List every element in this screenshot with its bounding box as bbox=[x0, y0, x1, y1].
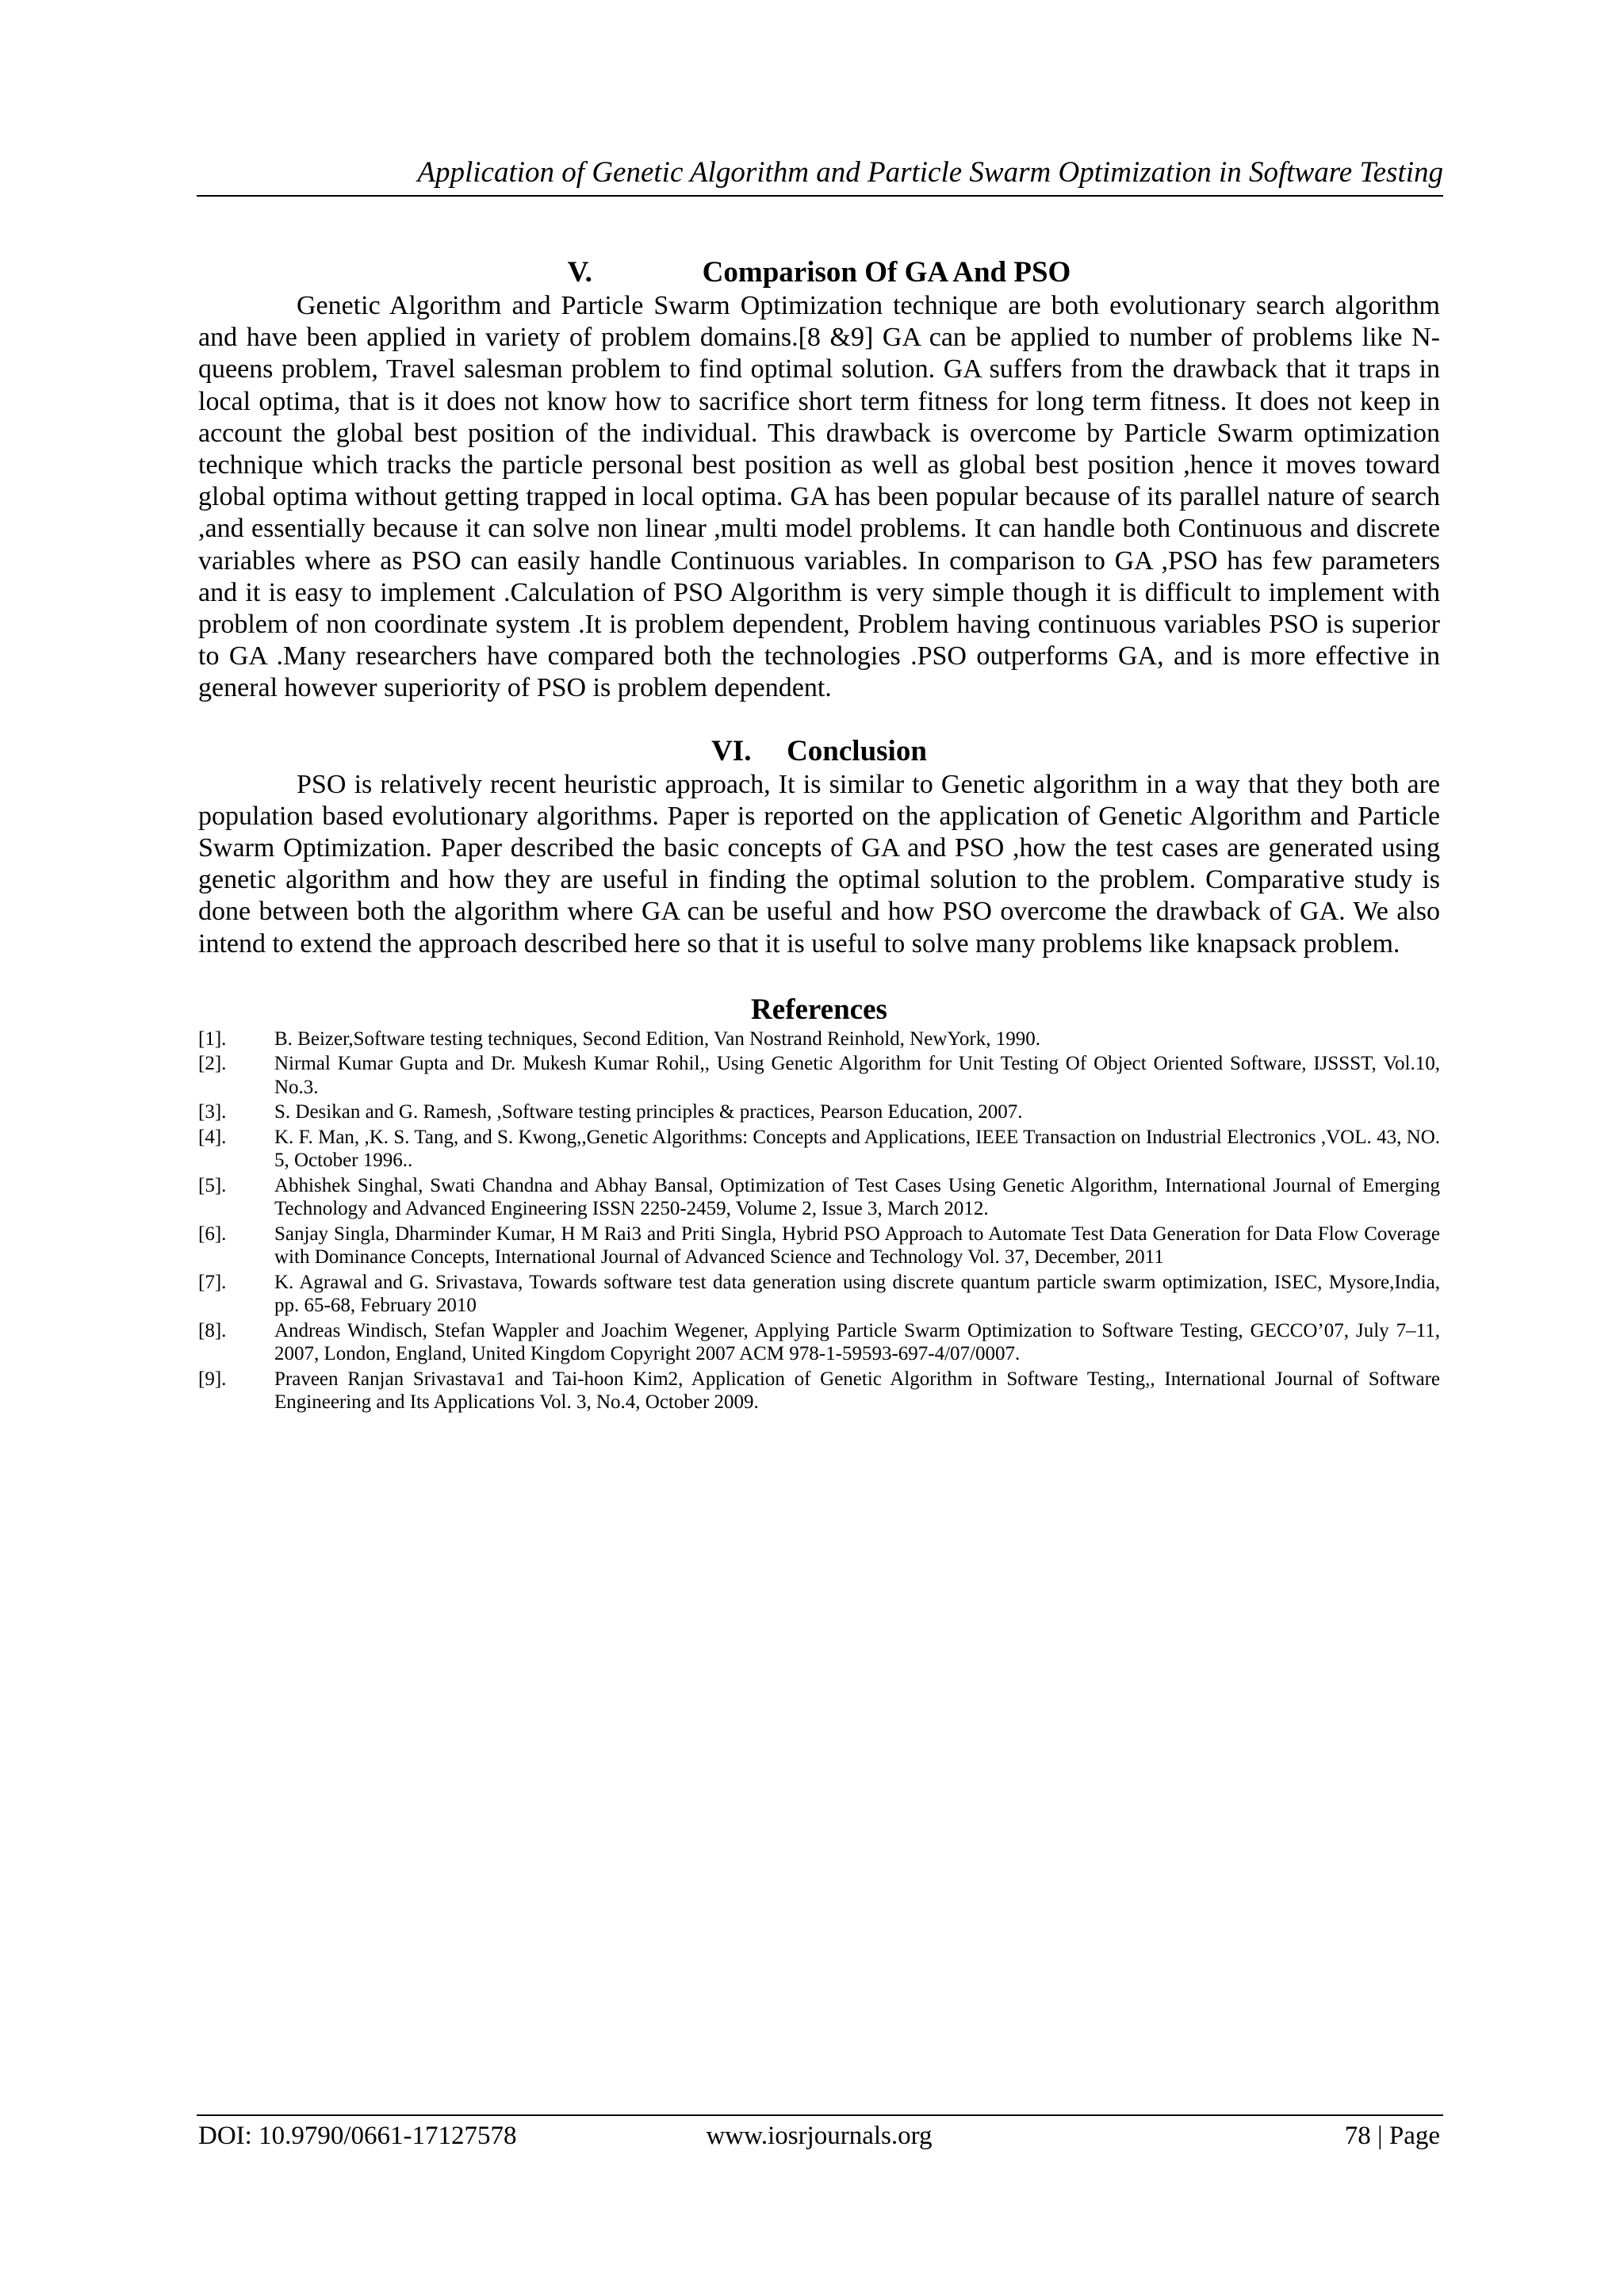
reference-list bbox=[198, 1027, 1440, 1414]
reference-item bbox=[198, 1174, 1440, 1221]
reference-item bbox=[198, 1027, 1440, 1051]
footer-page-number: 78 | Page bbox=[1344, 2122, 1440, 2150]
reference-number: [1]. bbox=[198, 1027, 227, 1050]
reference-number: [8]. bbox=[198, 1319, 227, 1341]
reference-number: [4]. bbox=[198, 1126, 227, 1148]
reference-text: K. F. Man, ,K. S. Tang, and S. Kwong,,Genetic Algorithms: Concepts and Applications, IEEE Transaction on Industrial Electronics ,VOL. 43, NO. 5, October 1996.. bbox=[274, 1126, 1440, 1172]
section-heading-conclusion bbox=[198, 734, 1440, 769]
reference-text: S. Desikan and G. Ramesh, ,Software testing principles & practices, Pearson Education, 2007. bbox=[274, 1101, 1023, 1123]
section-title: Comparison Of GA And PSO bbox=[702, 256, 1071, 289]
reference-item bbox=[198, 1052, 1440, 1099]
running-header bbox=[197, 155, 1443, 197]
section-heading-comparison bbox=[198, 255, 1440, 290]
reference-number: [5]. bbox=[198, 1174, 227, 1196]
footer-rule bbox=[197, 2114, 1443, 2116]
reference-number: [2]. bbox=[198, 1053, 227, 1075]
reference-number: [7]. bbox=[198, 1271, 227, 1293]
reference-item bbox=[198, 1271, 1440, 1318]
reference-item bbox=[198, 1319, 1440, 1366]
reference-number: [6]. bbox=[198, 1223, 227, 1245]
running-title: Application of Genetic Algorithm and Particle Swarm Optimization in Software Testing bbox=[417, 156, 1443, 189]
reference-text: Andreas Windisch, Stefan Wappler and Joachim Wegener, Applying Particle Swarm Optimization to Software Testing, GECCO’07, July 7–11, 2007, London, England, United Kingdom Copyright 2007 ACM 978-1-59593-697-4/07/0007. bbox=[274, 1319, 1440, 1365]
reference-item bbox=[198, 1100, 1440, 1124]
reference-item bbox=[198, 1126, 1440, 1173]
spacer bbox=[198, 705, 1440, 734]
page-content bbox=[198, 255, 1440, 1416]
reference-text: Praveen Ranjan Srivastava1 and Tai-hoon Kim2, Application of Genetic Algorithm in Software Testing,, International Journal of Software Engineering and Its Applications Vol. 3, No.4, October 2009. bbox=[274, 1368, 1440, 1414]
conclusion-paragraph: PSO is relatively recent heuristic approach, It is similar to Genetic algorithm in a way that they both are population based evolutionary algorithms. Paper is reported on the application of Genetic Algorithm and Particle Swarm Optimization. Paper described the basic concepts of GA and PSO ,how the test cases are generated using genetic algorithm and how they are useful in finding the optimal solution to the problem. Comparative study is done between both the algorithm where GA can be useful and how PSO overcome the drawback of GA. We also intend to extend the approach described here so that it is useful to solve many problems like knapsack problem. bbox=[198, 769, 1440, 959]
reference-number: [9]. bbox=[198, 1368, 227, 1390]
reference-text: Abhishek Singhal, Swati Chandna and Abhay Bansal, Optimization of Test Cases Using Genetic Algorithm, International Journal of Emerging Technology and Advanced Engineering ISSN 2250-2459, Volume 2, Issue 3, March 2012. bbox=[274, 1174, 1440, 1220]
section-number: V. bbox=[567, 256, 592, 289]
footer-website: www.iosrjournals.org bbox=[706, 2122, 933, 2150]
section-number: VI. bbox=[711, 734, 752, 767]
reference-text: Sanjay Singla, Dharminder Kumar, H M Rai3 and Priti Singla, Hybrid PSO Approach to Automate Test Data Generation for Data Flow Coverage with Dominance Concepts, International Journal of Advanced Science and Technology Vol. 37, December, 2011 bbox=[274, 1223, 1440, 1269]
reference-number: [3]. bbox=[198, 1101, 227, 1123]
reference-text: B. Beizer,Software testing techniques, Second Edition, Van Nostrand Reinhold, NewYork, 1990. bbox=[274, 1027, 1041, 1050]
references-heading: References bbox=[751, 993, 887, 1026]
comparison-paragraph: Genetic Algorithm and Particle Swarm Optimization technique are both evolutionary search algorithm and have been applied in variety of problem domains.[8 &9] GA can be applied to number of problems like N-queens problem, Travel salesman problem to find optimal solution. GA suffers from the drawback that it traps in local optima, that is it does not know how to sacrifice short term fitness for long term fitness. It does not keep in account the global best position of the individual. This drawback is overcome by Particle Swarm optimization technique which tracks the particle personal best position as well as global best position ,hence it moves toward global optima without getting trapped in local optima. GA has been popular because of its parallel nature of search ,and essentially because it can solve non linear ,multi model problems. It can handle both Continuous and discrete variables where as PSO can easily handle Continuous variables. In comparison to GA ,PSO has few parameters and it is easy to implement .Calculation of PSO Algorithm is very simple though it is difficult to implement with problem of non coordinate system .It is problem dependent, Problem having continuous variables PSO is superior to GA .Many researchers have compared both the technologies .PSO outperforms GA, and is more effective in general however superiority of PSO is problem dependent. bbox=[198, 291, 1440, 703]
reference-text: Nirmal Kumar Gupta and Dr. Mukesh Kumar Rohil,, Using Genetic Algorithm for Unit Testing Of Object Oriented Software, IJSSST, Vol.10, No.3. bbox=[274, 1053, 1440, 1098]
reference-text: K. Agrawal and G. Srivastava, Towards software test data generation using discrete quantum particle swarm optimization, ISEC, Mysore,India, pp. 65-68, February 2010 bbox=[274, 1271, 1440, 1317]
spacer bbox=[198, 960, 1440, 993]
reference-item bbox=[198, 1368, 1440, 1414]
reference-item bbox=[198, 1223, 1440, 1269]
section-title: Conclusion bbox=[787, 734, 927, 767]
footer-doi: DOI: 10.9790/0661-17127578 bbox=[198, 2122, 517, 2150]
